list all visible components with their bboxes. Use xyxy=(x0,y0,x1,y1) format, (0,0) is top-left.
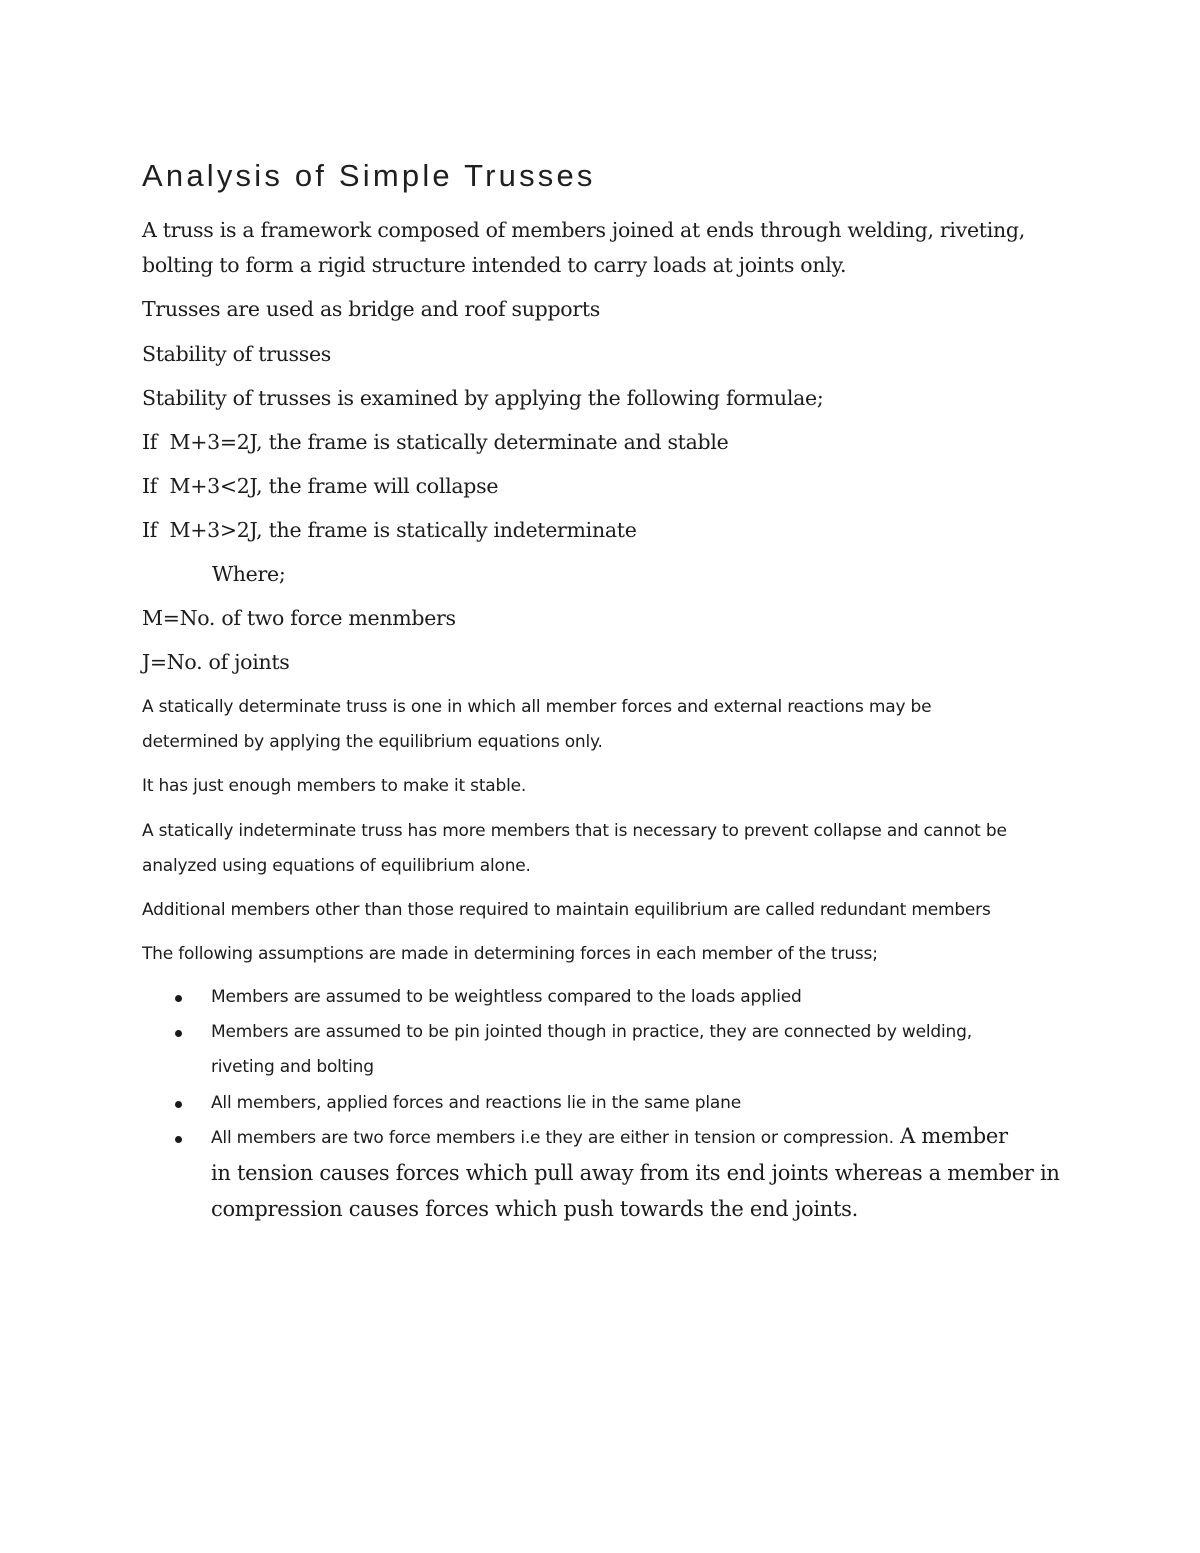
bullet-two-force-line-2: in tension causes forces which pull away from its end joints whereas a member in xyxy=(211,1161,1060,1185)
bullet-dot xyxy=(175,995,182,1002)
bullet-two-force-serif-text: A member xyxy=(893,1124,1008,1148)
bullet-pin-jointed-line-2: riveting and bolting xyxy=(211,1057,374,1077)
definition-j: J=No. of joints xyxy=(142,650,290,674)
determinate-line-2: determined by applying the equilibrium equations only. xyxy=(142,732,603,752)
indeterminate-line-1: A statically indeterminate truss has more members that is necessary to prevent collapse and cannot be xyxy=(142,821,1007,841)
determinate-line-1: A statically determinate truss is one in which all member forces and external reactions may be xyxy=(142,697,932,717)
bullet-dot xyxy=(175,1136,182,1143)
definition-m: M=No. of two force menmbers xyxy=(142,606,456,630)
just-enough-paragraph: It has just enough members to make it stable. xyxy=(142,776,527,796)
intro-line-1: A truss is a framework composed of members joined at ends through welding, riveting, xyxy=(142,218,1025,242)
formula-indeterminate: If M+3>2J, the frame is statically indeterminate xyxy=(142,518,637,542)
bullet-two-force-sans-text: All members are two force members i.e they are either in tension or compression. xyxy=(211,1128,894,1148)
uses-paragraph: Trusses are used as bridge and roof supports xyxy=(142,297,601,321)
intro-line-2: bolting to form a rigid structure intended to carry loads at joints only. xyxy=(142,253,847,277)
bullet-two-force-line-1 xyxy=(211,1124,1008,1148)
assumptions-intro: The following assumptions are made in determining forces in each member of the truss; xyxy=(142,944,878,964)
bullet-weightless: Members are assumed to be weightless compared to the loads applied xyxy=(211,987,802,1007)
stability-heading: Stability of trusses xyxy=(142,342,332,366)
stability-intro: Stability of trusses is examined by applying the following formulae; xyxy=(142,386,824,410)
formula-stable: If M+3=2J, the frame is statically determinate and stable xyxy=(142,430,729,454)
redundant-paragraph: Additional members other than those required to maintain equilibrium are called redundant members xyxy=(142,900,991,920)
bullet-two-force-line-3: compression causes forces which push towards the end joints. xyxy=(211,1197,858,1221)
bullet-dot xyxy=(175,1101,182,1108)
indeterminate-line-2: analyzed using equations of equilibrium alone. xyxy=(142,856,531,876)
where-label: Where; xyxy=(212,562,286,586)
bullet-pin-jointed-line-1: Members are assumed to be pin jointed though in practice, they are connected by welding, xyxy=(211,1022,972,1042)
bullet-dot xyxy=(175,1030,182,1037)
bullet-same-plane: All members, applied forces and reactions lie in the same plane xyxy=(211,1093,741,1113)
formula-collapse: If M+3<2J, the frame will collapse xyxy=(142,474,499,498)
page-title: Analysis of Simple Trusses xyxy=(142,158,596,193)
